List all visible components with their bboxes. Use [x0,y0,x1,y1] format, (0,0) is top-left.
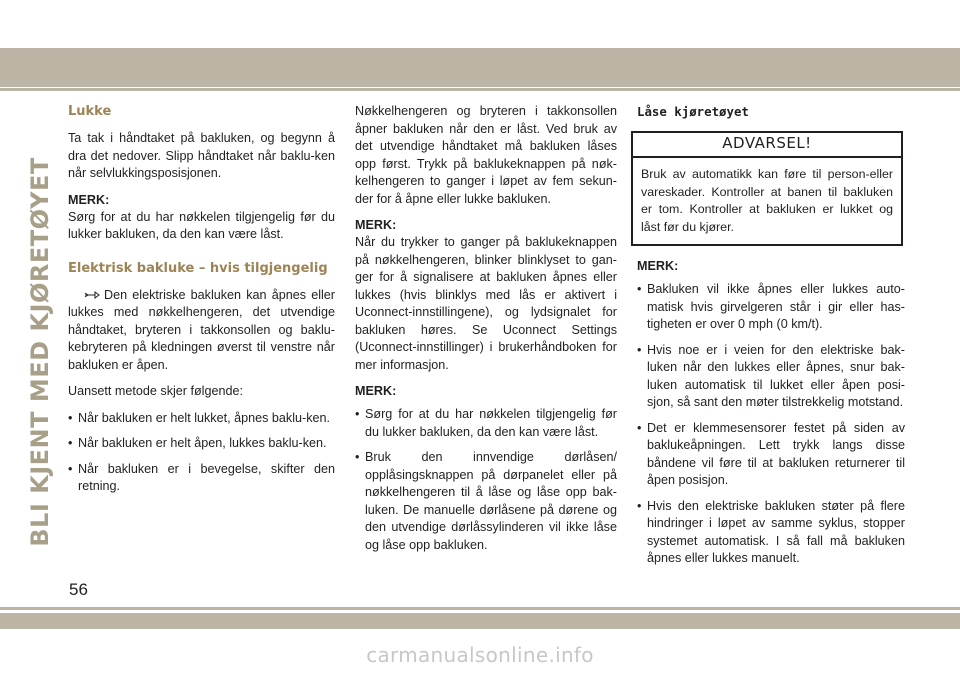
paragraph-with-icon [68,287,335,375]
header-rule [0,88,960,91]
page-number: 56 [69,580,88,599]
list-item: • Bruk den innvendige dørlåsen/ opplåsingsknappen på dørpanelet eller på nøkkelhengeren til å låse og låse opp bak-luken. De manuelle dørlåsene på dørene og den utvendige dørlåssylinderen vil ikke låse og låse opp bakluken. [355,450,617,552]
list-item: • Det er klemmesensorer festet på siden av baklukeåpningen. Lett trykk langs disse båndene vil føre til at bakluken returnerer til åpen posisjon. [637,420,905,487]
column-1 [68,103,335,504]
paragraph: Ta tak i håndtaket på bakluken, og begynn å dra det nedover. Slipp håndtaket når baklu-ken når selvlukkingsposisjonen. [68,131,335,180]
header-band [0,48,960,87]
note-label: MERK: [68,192,110,207]
column-2 [355,103,617,562]
bullet-list [355,406,617,554]
section-heading-lukke: Lukke [68,104,112,119]
bullet-list [637,281,905,568]
list-item: • Når bakluken er helt lukket, åpnes baklu-ken. [68,410,331,425]
sub-heading-lock-vehicle: Låse kjøretøyet [637,104,749,119]
list-item: • Hvis noe er i veien for den elektriske bak-luken når den lukkes eller åpnes, snur bak-luken automatisk til lukket eller åpen posi-sjon, så sant den møter tilstrekkelig motstand. [637,342,905,409]
warning-box [631,131,903,247]
list-item: • Bakluken vil ikke åpnes eller lukkes auto-matisk hvis girvelgeren står i gir eller has-tigheten er over 0 mph (0 km/t). [637,282,905,331]
paragraph: Når du trykker to ganger på baklukeknappen på nøkkelhengeren, blinker blinklyset to gan-ger for å signalisere at bakluken åpnes eller lukkes (hvis blinklys med lås er aktivert i Uconnect-innstillingene), og lydsignalet for bakluken høres. Se Uconnect Settings (Uconnect-innstillinger) i brukerhåndboken for mer informasjon. [355,235,617,372]
paragraph: Sørg for at du har nøkkelen tilgjengelig før du lukker bakluken, da den kan være låst. [68,209,335,241]
warning-title: ADVARSEL! [633,133,901,159]
list-item: • Når bakluken er i bevegelse, skifter den retning. [68,461,335,493]
side-title: BLI KJENT MED KJØRETØYET [26,157,54,547]
paragraph: Nøkkelhengeren og bryteren i takkonsollen åpner bakluken når den er låst. Ved bruk av det utvendige håndtaket må bakluken låses opp først. Trykk på baklukeknappen på nøk-kelhengeren to ganger i løpet av fem sekun-der for å åpne eller lukke bakluken. [355,104,617,206]
footer-band [0,613,960,629]
note-label: MERK: [355,384,397,398]
warning-text: Bruk av automatikk kan føre til person-eller vareskader. Kontroller at banen til bakluken er tom. Kontroller at bakluken er lukket og låst før du kjører. [641,167,893,234]
bullet-list [68,410,335,496]
paragraph-text: Den elektriske bakluken kan åpnes eller lukkes med nøkkelhengeren, det utvendige håndtaket, bryteren i takkonsollen og baklu-kebryteren på kledningen øverst til venstre når bakluken er åpen. [68,287,335,372]
note-label: MERK: [355,218,397,232]
section-heading-electric-tailgate: Elektrisk bakluke – hvis tilgjengelig [68,260,328,276]
note-label: MERK: [637,259,679,273]
list-item: • Sørg for at du har nøkkelen tilgjengelig før du lukker bakluken, da den kan være låst. [355,407,617,439]
watermark: carmanualsonline.info [366,643,594,667]
list-item: • Hvis den elektriske bakluken støter på flere hindringer i løpet av samme syklus, stopper systemet automatisk. I så fall må bakluken åpnes eller lukkes manuelt. [637,498,905,565]
list-item: • Når bakluken er helt åpen, lukkes baklu-ken. [68,436,327,450]
pencil-arrow-icon [84,291,100,299]
footer-rule [0,607,960,610]
paragraph: Uansett metode skjer følgende: [68,384,244,398]
column-3 [637,103,905,576]
